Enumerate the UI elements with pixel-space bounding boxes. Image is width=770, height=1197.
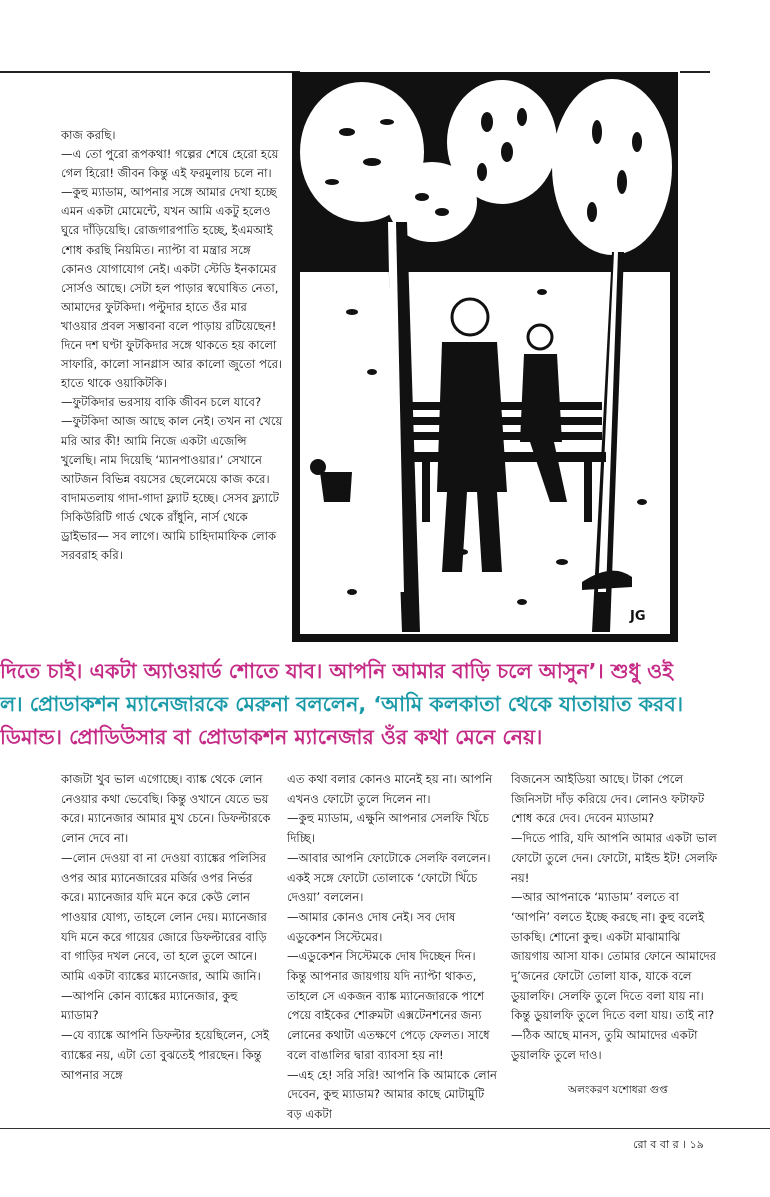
illustration-credit: অলংকরণ যশোধরা গুপ্ত <box>568 1084 668 1096</box>
paragraph: —এহ হে! সরি সরি! আপনি কি আমাকে লোন দেবেন, কুহু ম্যাডাম? আমার কাছে মোটামুটি বড় একটা <box>287 1067 497 1121</box>
top-column-text <box>61 126 283 565</box>
paragraph: —আপনি কোন ব্যাঙ্কের ম্যানেজার, কুহু ম্যাডাম? <box>61 988 238 1023</box>
paragraph: কাজটা খুব ভাল এগোচ্ছে। ব্যাঙ্ক থেকে লোন নেওয়ার কথা ভেবেছি। কিন্তু ওখানে যেতে ভয় করে। ম্যানেজার আমার মুখ চেনে। ডিফল্টারকে লোন দেবে না। <box>61 772 271 846</box>
paragraph: —ঠিক আছে মানস, তুমি আমাদের একটা ডুয়ালফি তুলে দাও। <box>511 1028 698 1062</box>
body-column-2 <box>287 770 497 1125</box>
paragraph: —ফুটকিদার ভরসায় বাকি জীবন চলে যাবে? <box>61 395 262 410</box>
top-rule-right <box>680 71 710 73</box>
top-rule <box>0 71 300 73</box>
paragraph: এত কথা বলার কোনও মানেই হয় না। আপনি এখনও ফোটো তুলে দিলেন না। <box>287 772 493 806</box>
paragraph: —দিতে পারি, যদি আপনি আমার একটা ভাল ফোটো তুলে দেন। ফোটো, মাইন্ড ইট! সেলফি নয়! <box>511 831 718 885</box>
pull-quote-line: দিতে চাই। একটা অ্যাওয়ার্ড শোতে যাব। আপনি আমার বাড়ি চলে আসুন’। শুধু ওই <box>0 659 673 683</box>
paragraph: বিজনেস আইডিয়া আছে। টাকা পেলে জিনিসটা দাঁড় করিয়ে দেব। লোনও ফটাফট শোধ করে দেব। দেবেন ম্যাডাম? <box>511 772 705 826</box>
paragraph: —এ তো পুরো রূপকথা! গল্পের শেষে হেরো হয়ে গেল হিরো! জীবন কিন্তু এই ফরমুলায় চলে না। <box>61 147 279 181</box>
page-folio: রো ব বা র । ১৯ <box>633 1138 704 1151</box>
paragraph: —আবার আপনি ফোটোকে সেলফি বললেন। একই সঙ্গে ফোটো তোলাকে ‘ফোটো খিঁচে দেওয়া’ বললেন। <box>287 850 491 905</box>
paragraph: —কুহু ম্যাডাম, আপনার সঙ্গে আমার দেখা হচ্ছে এমন একটা মোমেন্টে, যখন আমি একটু হলেও ঘুরে দাঁড়িয়েছি। রোজগারপাতি হচ্ছে, ইএমআই শোধ করছি নিয়মিত। ন্যাপ্টা বা মন্ত্রার সঙ্গে কোনও যোগাযোগ নেই। একটা স্টেডি ইনকামের সোর্সও আছে। সেটা হল পাড়ার স্বঘোষিত নেতা, আমাদের ফুটকিদা। পল্টুদার হাতে ওঁর মার খাওয়ার প্রবল সম্ভাবনা বলে পাড়ায় রটিয়েছেন! দিনে দশ ঘণ্টা ফুটকিদার সঙ্গে থাকতে হয় কালো সাফারি, কালো সানগ্লাস আর কালো জুতো পরে। হাতে থাকে ওয়াকিটকি। <box>61 185 283 391</box>
body-column-1 <box>61 770 271 1085</box>
paragraph: —কুহু ম্যাডাম, এক্ষুনি আপনার সেলফি খিঁচে দিচ্ছি। <box>287 811 489 846</box>
illustration-signature: JG <box>630 609 646 624</box>
paragraph: —লোন দেওয়া বা না দেওয়া ব্যাঙ্কের পলিসির ওপর আর ম্যানেজারের মর্জির ওপর নির্ভর করে। ম্যানেজার যদি মনে করে কেউ লোন পাওয়ার যোগ্য, তাহলে লোন দেয়। ম্যানেজার যদি মনে করে গায়ের জোরে ডিফল্টারের বাড়ি বা গাড়ির দখল নেবে, তা হলে তুলে আনে। আমি একটা ব্যাঙ্কের ম্যানেজার, আমি জানি। <box>61 850 267 984</box>
paragraph: —আর আপনাকে ‘ম্যাডাম’ বলতে বা ‘আপনি’ বলতে ইচ্ছে করছে না। কুহু বলেই ডাকছি। শোনো কুহু। একটা মাঝামাঝি জায়গায় আসা যাক। তোমার ফোনে আমাদের দু’জনের ফোটো তোলা যাক, যাকে বলে ডুয়ালফি। সেলফি তুলে দিতে বলা যায় না। কিন্তু ডুয়ালফি তুলে দিতে বলা যায়। তাই না? <box>511 890 717 1023</box>
pull-quote-line: ল। প্রোডাকশন ম্যানেজারকে মেরুনা বললেন, ‘আমি কলকাতা থেকে যাতায়াত করব। <box>0 692 684 716</box>
paragraph: —ফুটকিদা আজ আছে কাল নেই। তখন না খেয়ে মরি আর কী! আমি নিজে একটা এজেন্সি খুলেছি। নাম দিয়েছি ‘ম্যানপাওয়ার।’ সেখানে আটজন বিভিন্ন বয়সের ছেলেমেয়ে কাজ করে। বাদামতলায় গাদা-গাদা ফ্ল্যাট হচ্ছে। সেসব ফ্ল্যাটে সিকিউরিটি গার্ড থেকে রাঁধুনি, নার্স থেকে ড্রাইভার— সব লাগে। আমি চাহিদামাফিক লোক সরবরাহ করি। <box>61 414 283 563</box>
paragraph: কাজ করছি। <box>61 128 116 142</box>
story-illustration <box>292 72 678 642</box>
paragraph: —আমার কোনও দোষ নেই। সব দোষ এডুকেশন সিস্টেমের। <box>287 909 456 944</box>
footer-rule <box>0 1128 770 1129</box>
paragraph: —যে ব্যাঙ্কে আপনি ডিফল্টার হয়েছিলেন, সেই ব্যাঙ্কের নয়, এটা তো বুঝতেই পারছেন। কিন্তু আপনার সঙ্গে <box>61 1028 270 1082</box>
paragraph: —এডুকেশন সিস্টেমকে দোষ দিচ্ছেন দিন। কিন্তু আপনার জায়গায় যদি ন্যাপ্টা থাকত, তাহলে সে একজন ব্যাঙ্ক ম্যানেজারকে পাশে পেয়ে বাইকের শোরুমটা এক্সটেনশনের জন্য লোনের কথাটা এতক্ষণে পেড়ে ফেলত। সাধে বলে বাঙালির দ্বারা ব্যাবসা হয় না! <box>287 949 490 1062</box>
body-column-3 <box>511 770 721 1066</box>
pull-quote-line: ডিমান্ড। প্রোডিউসার বা প্রোডাকশন ম্যানেজার ওঁর কথা মেনে নেয়। <box>0 725 543 749</box>
